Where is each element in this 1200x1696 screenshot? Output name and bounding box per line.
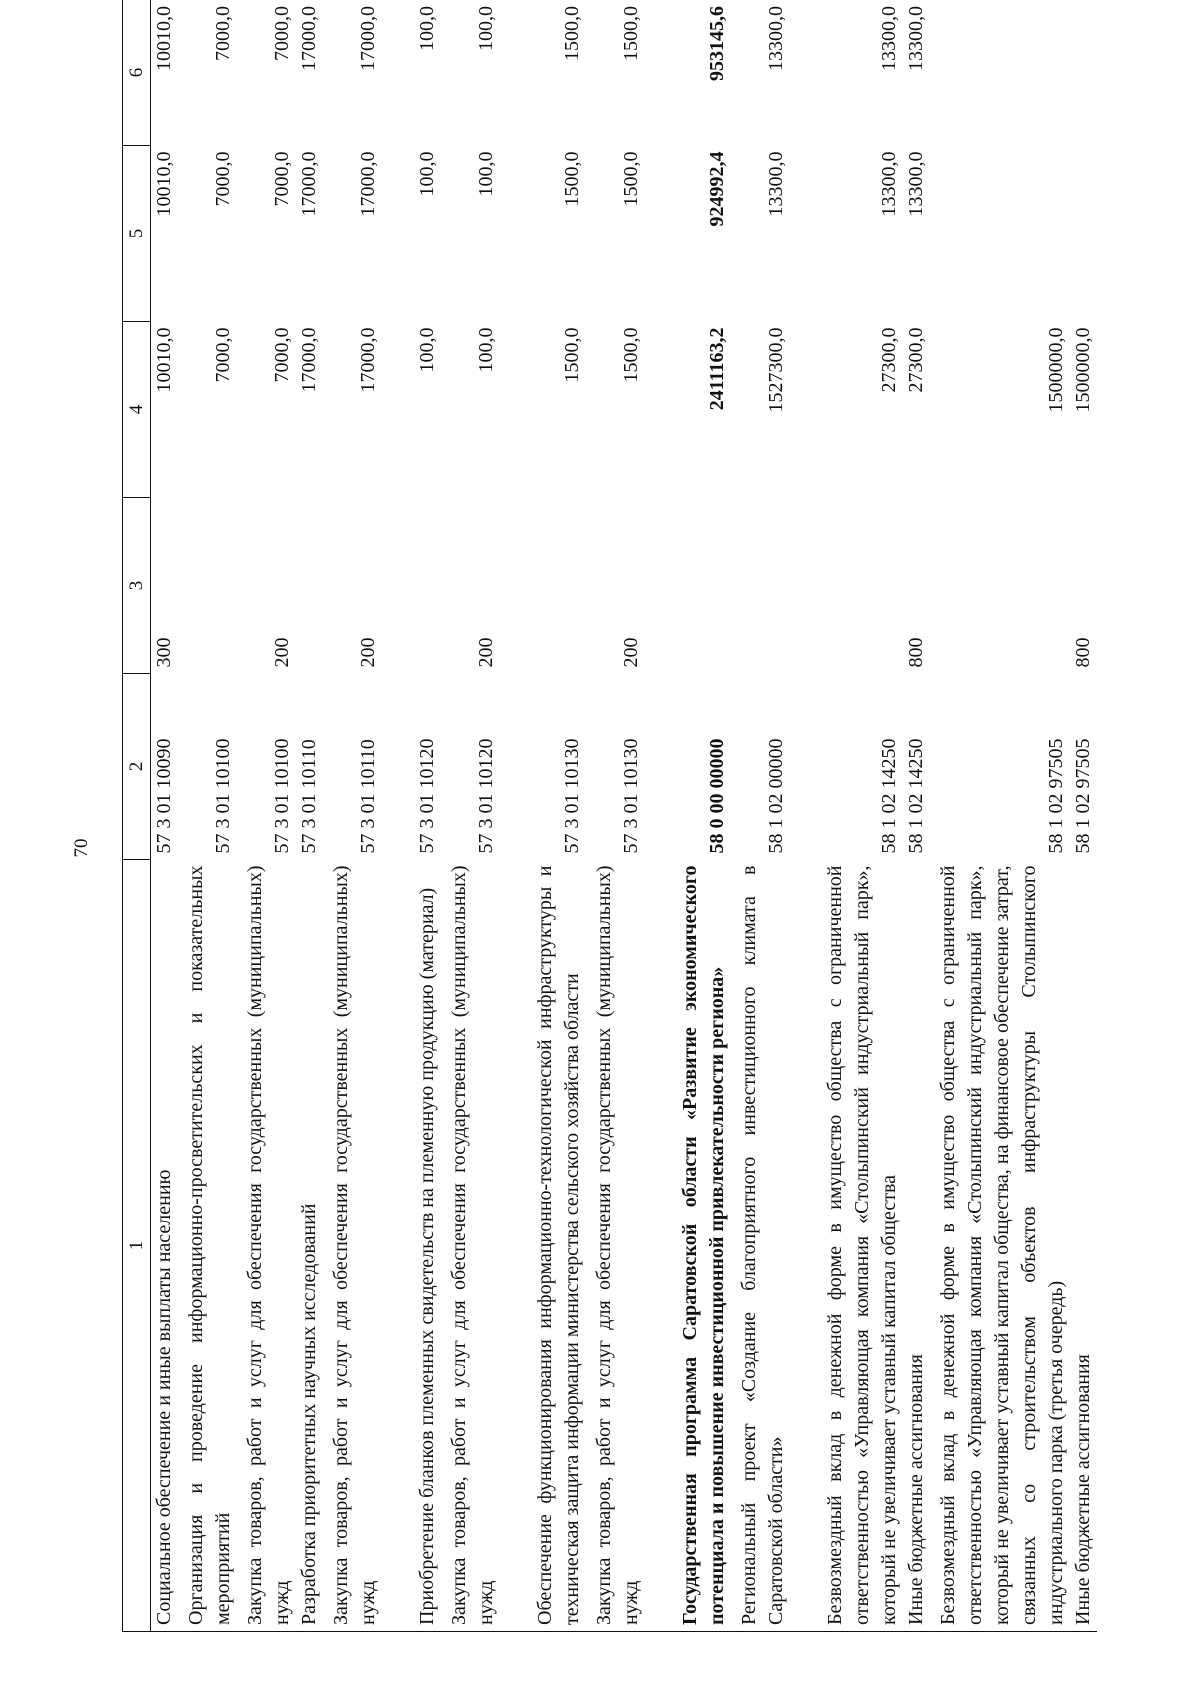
row-value-col5: 13300,0 <box>905 151 927 217</box>
table-row <box>382 0 441 1632</box>
row-csr-code: 58 1 02 97505 <box>1045 738 1067 854</box>
row-value-col6: 13300,0 <box>731 0 790 146</box>
column-header: 6 <box>123 0 151 146</box>
row-name: Закупка товаров, работ и услуг для обеспечения государственных (муниципальных) нужд <box>237 860 296 1632</box>
row-csr-code: 58 1 02 97505 <box>1072 738 1094 854</box>
row-name: Обеспечение функционирования информационно-технологической инфраструктуры и техническая защита информации министерства сельского хозяйства области <box>500 860 586 1632</box>
table-row <box>731 0 790 1632</box>
row-csr-code: 57 3 01 10130 <box>561 738 583 854</box>
row-value-col6: 7000,0 <box>237 0 296 146</box>
row-value-col6: 1500,0 <box>500 0 586 146</box>
row-value-col5: 10010,0 <box>153 151 175 217</box>
row-vr-code <box>731 498 790 674</box>
table-row <box>930 0 1070 1632</box>
row-value-col5: 7000,0 <box>271 151 293 207</box>
row-value-col5 <box>1070 146 1097 322</box>
row-value-col6: 13300,0 <box>903 0 930 146</box>
rotated-page-content <box>122 0 1196 1632</box>
table-row <box>586 0 645 1632</box>
row-vr-code <box>296 498 323 674</box>
table-row <box>903 0 930 1632</box>
row-vr-code: 200 <box>620 637 642 668</box>
row-vr-code <box>930 498 1070 674</box>
row-value-col4: 27300,0 <box>878 327 900 393</box>
table-row <box>237 0 296 1632</box>
row-vr-code: 200 <box>475 637 497 668</box>
row-name: Иные бюджетные ассигнования <box>1070 860 1097 1632</box>
row-name: Закупка товаров, работ и услуг для обеспечения государственных (муниципальных) нужд <box>441 860 500 1632</box>
row-value-col6: 1500,0 <box>586 0 645 146</box>
row-csr-code: 57 3 01 10110 <box>298 739 320 854</box>
row-csr-code: 57 3 01 10090 <box>153 738 175 854</box>
row-name: Организация и проведение информационно-просветительских и показательных мероприятий <box>178 860 237 1632</box>
row-value-col6: 17000,0 <box>296 0 323 146</box>
row-vr-code: 800 <box>905 637 927 668</box>
row-csr-code: 58 0 00 00000 <box>706 738 728 854</box>
table-row <box>1070 0 1097 1632</box>
table-row <box>323 0 382 1632</box>
row-vr-code <box>645 498 731 674</box>
row-name: Разработка приоритетных научных исследований <box>296 860 323 1632</box>
table-row <box>790 0 903 1632</box>
row-name: Иные бюджетные ассигнования <box>903 860 930 1632</box>
table-row <box>500 0 586 1632</box>
row-name: Закупка товаров, работ и услуг для обеспечения государственных (муниципальных) нужд <box>586 860 645 1632</box>
budget-table <box>122 0 1097 1632</box>
row-name: Безвозмездный вклад в денежной форме в имущество общества с ограниченной ответственностью «Управляющая компания «Столыпинский индустриальный парк», который не увеличивает уставный капитал общества, на финансовое обеспечение затрат, связанных со строительством объектов инфраструктуры Столыпинского индустриального парка (третья очередь) <box>930 860 1070 1632</box>
table-row <box>296 0 323 1632</box>
row-value-col6: 7000,0 <box>178 0 237 146</box>
row-value-col5 <box>930 146 1070 322</box>
row-value-col4: 1500,0 <box>620 327 642 383</box>
row-value-col5: 7000,0 <box>212 151 234 207</box>
row-name: Безвозмездный вклад в денежной форме в имущество общества с ограниченной ответственностью «Управляющая компания «Столыпинский индустриальный парк», который не увеличивает уставный капитал общества <box>790 860 903 1632</box>
row-value-col6: 17000,0 <box>323 0 382 146</box>
page-number: 70 <box>71 838 92 858</box>
row-value-col5: 1500,0 <box>620 151 642 207</box>
row-value-col5: 1500,0 <box>561 151 583 207</box>
row-name: Закупка товаров, работ и услуг для обеспечения государственных (муниципальных) нужд <box>323 860 382 1632</box>
row-vr-code: 800 <box>1072 637 1094 668</box>
row-value-col5: 100,0 <box>475 151 497 197</box>
row-vr-code <box>178 498 237 674</box>
row-vr-code: 200 <box>357 637 379 668</box>
row-name: Приобретение бланков племенных свидетельств на племенную продукцию (материал) <box>382 860 441 1632</box>
row-value-col4: 7000,0 <box>212 327 234 383</box>
row-csr-code: 57 3 01 10120 <box>475 738 497 854</box>
row-value-col4: 10010,0 <box>153 327 175 393</box>
row-value-col5: 13300,0 <box>878 151 900 217</box>
row-value-col5: 13300,0 <box>765 151 787 217</box>
row-value-col5: 17000,0 <box>298 151 320 217</box>
row-vr-code <box>500 498 586 674</box>
row-value-col6 <box>930 0 1070 146</box>
row-vr-code <box>382 498 441 674</box>
column-header: 2 <box>123 674 151 860</box>
row-vr-code: 200 <box>271 637 293 668</box>
row-value-col6 <box>1070 0 1097 146</box>
row-value-col4: 7000,0 <box>271 327 293 383</box>
row-name: Социальное обеспечение и иные выплаты населению <box>151 860 179 1632</box>
row-vr-code: 300 <box>153 637 175 668</box>
row-value-col4: 100,0 <box>416 327 438 373</box>
row-value-col4: 27300,0 <box>905 327 927 393</box>
row-value-col5: 100,0 <box>416 151 438 197</box>
row-csr-code: 57 3 01 10110 <box>357 739 379 854</box>
row-value-col5: 924992,4 <box>706 151 728 227</box>
row-name: Государственная программа Саратовской области «Развитие экономического потенциала и повышение инвестиционной привлекательности региона» <box>645 860 731 1632</box>
row-csr-code: 57 3 01 10100 <box>271 738 293 854</box>
row-value-col6: 953145,6 <box>645 0 731 146</box>
row-value-col6: 10010,0 <box>151 0 179 146</box>
table-header-row <box>123 0 151 1632</box>
row-csr-code: 57 3 01 10120 <box>416 738 438 854</box>
column-header: 1 <box>123 860 151 1632</box>
row-value-col5: 17000,0 <box>357 151 379 217</box>
row-csr-code: 58 1 02 14250 <box>878 738 900 854</box>
row-csr-code: 58 1 02 14250 <box>905 738 927 854</box>
column-header: 3 <box>123 498 151 674</box>
row-value-col4: 100,0 <box>475 327 497 373</box>
row-vr-code <box>790 498 903 674</box>
table-row <box>441 0 500 1632</box>
table-row <box>151 0 179 1632</box>
row-value-col4: 1527300,0 <box>765 327 787 413</box>
row-value-col4: 1500000,0 <box>1045 327 1067 413</box>
row-csr-code: 57 3 01 10130 <box>620 738 642 854</box>
row-value-col6: 100,0 <box>382 0 441 146</box>
row-value-col4: 2411163,2 <box>706 327 728 411</box>
row-csr-code: 57 3 01 10100 <box>212 738 234 854</box>
row-csr-code: 58 1 02 00000 <box>765 738 787 854</box>
row-value-col6: 100,0 <box>441 0 500 146</box>
table-row <box>645 0 731 1632</box>
row-value-col4: 17000,0 <box>357 327 379 393</box>
row-value-col4: 1500,0 <box>561 327 583 383</box>
column-header: 5 <box>123 146 151 322</box>
column-header: 4 <box>123 322 151 498</box>
table-row <box>178 0 237 1632</box>
row-value-col4: 17000,0 <box>298 327 320 393</box>
row-name: Региональный проект «Создание благоприятного инвестиционного климата в Саратовской области» <box>731 860 790 1632</box>
row-value-col4: 1500000,0 <box>1072 327 1094 413</box>
row-value-col6: 13300,0 <box>790 0 903 146</box>
